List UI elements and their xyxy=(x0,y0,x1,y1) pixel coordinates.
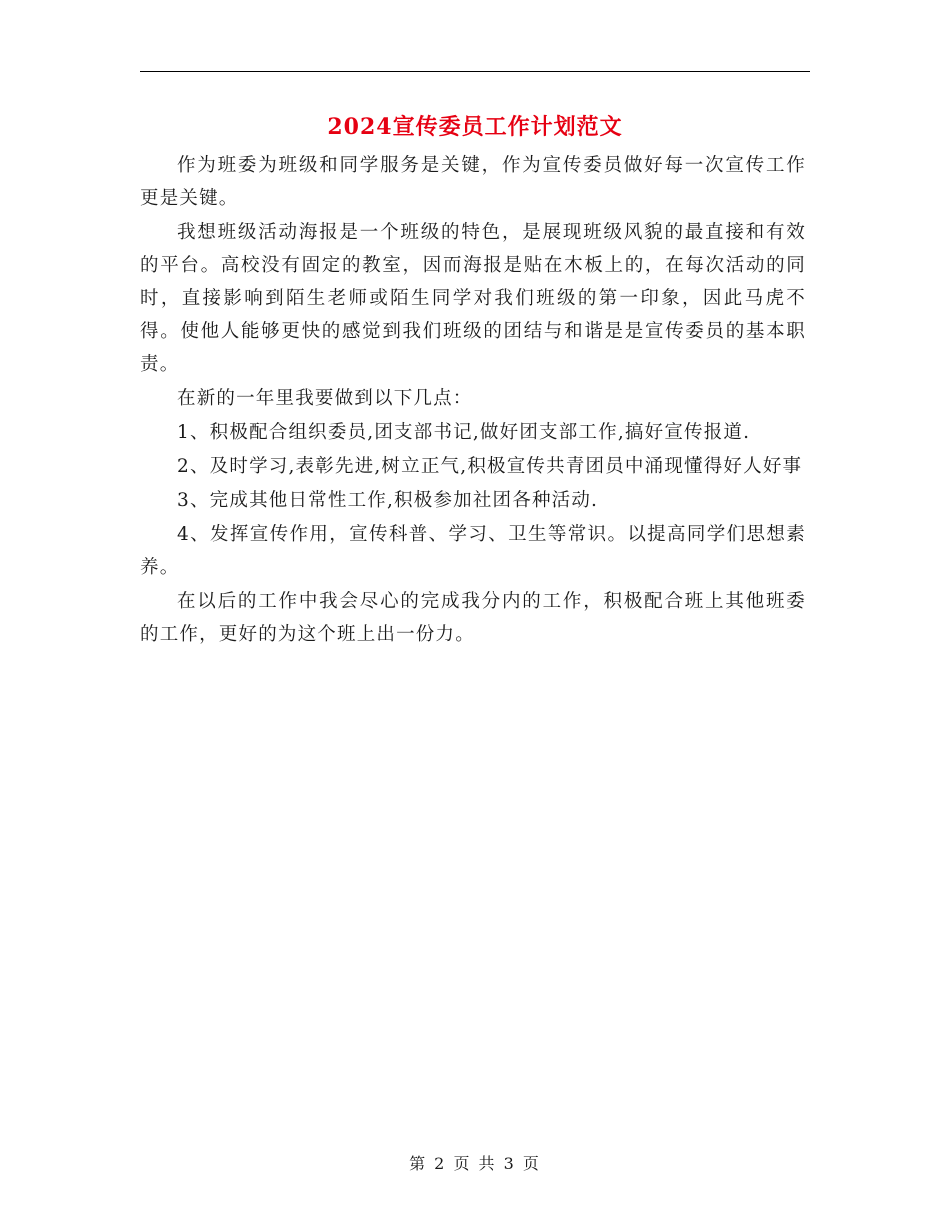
list-item: 1、积极配合组织委员,团支部书记,做好团支部工作,搞好宣传报道. xyxy=(177,422,751,443)
paragraph: 在新的一年里我要做到以下几点： xyxy=(177,388,473,409)
paragraph: 我想班级活动海报是一个班级的特色，是展现班级风貌的最直接和有效的平台。高校没有固定的教室，因而海报是贴在木板上的，在每次活动的同时，直接影响到陌生老师或陌生同学对我们班级的第一印象，因此马虎不得。使他人能够更快的感觉到我们班级的团结与和谐是是宣传委员的基本职责。 xyxy=(140,222,806,375)
paragraph: 在以后的工作中我会尽心的完成我分内的工作，积极配合班上其他班委的工作，更好的为这个班上出一份力。 xyxy=(140,591,806,645)
paragraph: 作为班委为班级和同学服务是关键，作为宣传委员做好每一次宣传工作更是关键。 xyxy=(140,155,806,209)
document-title: 2024宣传委员工作计划范文 xyxy=(327,114,623,140)
page-number: 第 2 页 共 3 页 xyxy=(409,1154,541,1173)
header-rule xyxy=(140,71,810,72)
list-item: 3、完成其他日常性工作,积极参加社团各种活动. xyxy=(177,490,599,511)
document-body xyxy=(140,149,806,652)
list-item: 4、发挥宣传作用，宣传科普、学习、卫生等常识。以提高同学们思想素养。 xyxy=(140,524,806,578)
list-item: 2、及时学习,表彰先进,树立正气,积极宣传共青团员中涌现懂得好人好事 xyxy=(177,456,803,477)
